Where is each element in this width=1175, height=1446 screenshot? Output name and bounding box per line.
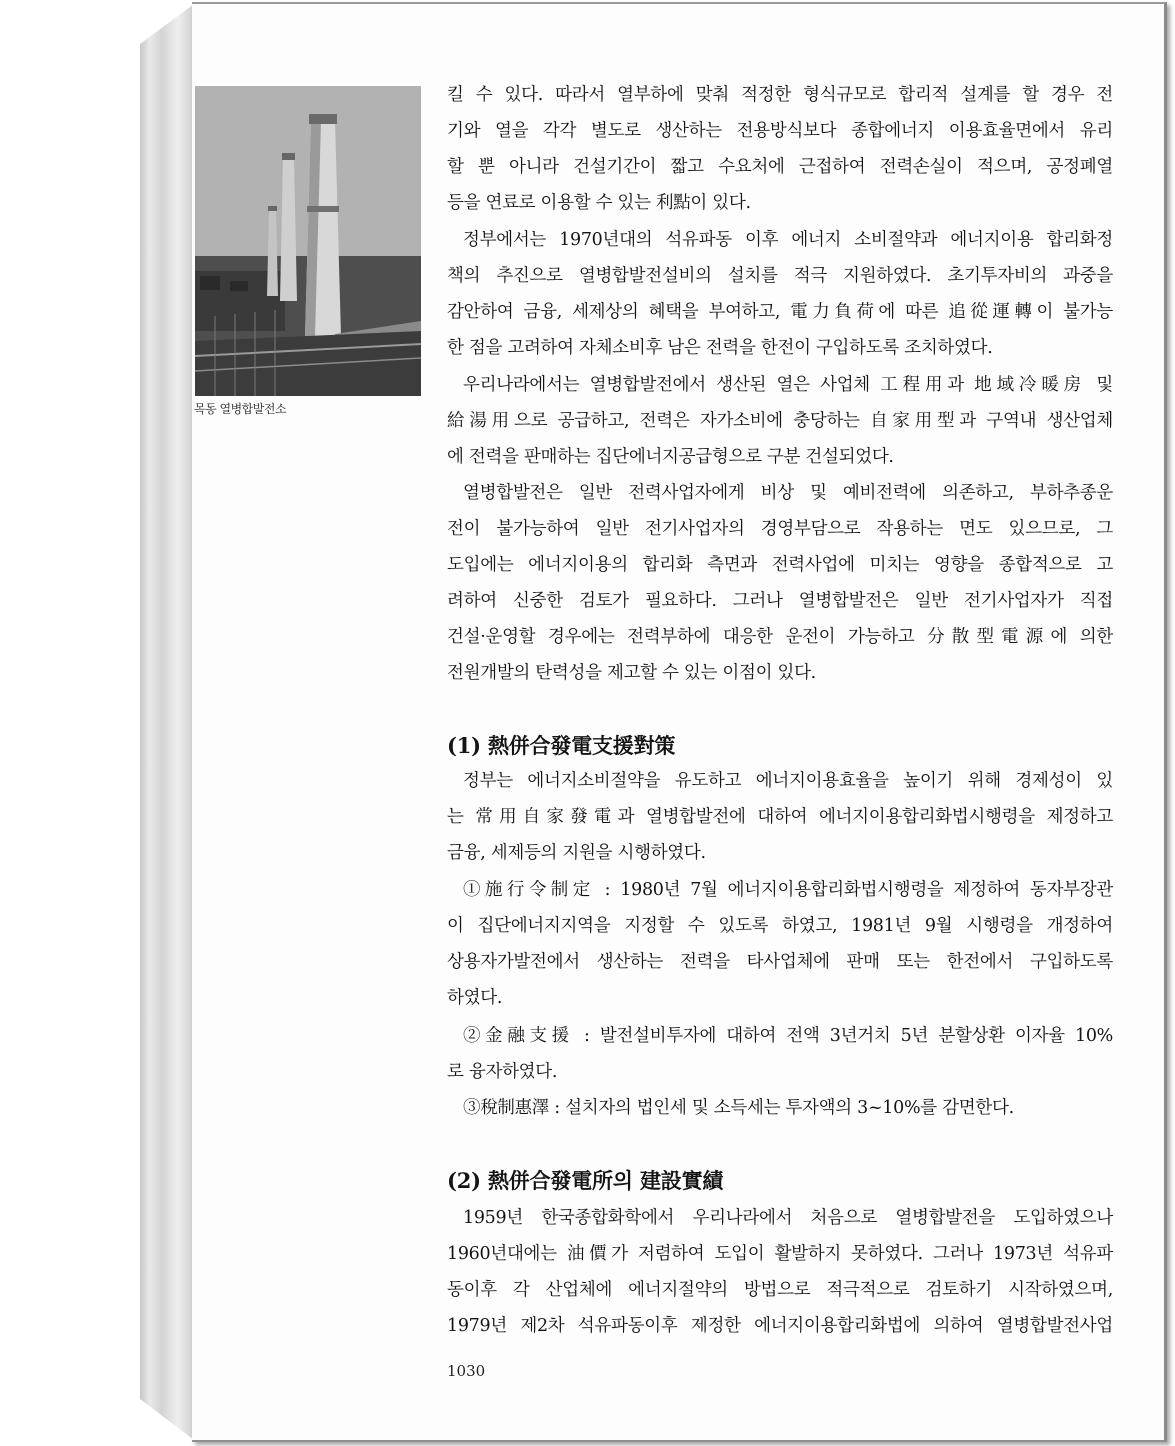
power-plant-photo [195, 86, 421, 396]
text-line: 정부에서는 1970년대의 석유파동 이후 에너지 소비절약과 에너지이용 합리화정 [463, 230, 1113, 250]
text-line: 기와 열을 각각 별도로 생산하는 전용방식보다 종합에너지 이용효율면에서 유리 [447, 121, 1113, 141]
page-number: 1030 [447, 1362, 486, 1380]
text-line: 정부는 에너지소비절약을 유도하고 에너지이용효율을 높이기 위해 경제성이 있 [463, 771, 1113, 791]
text-line: 에 전력을 판매하는 집단에너지공급형으로 구분 건설되었다. [447, 447, 894, 467]
text-line: 1960년대에는 油價가 저렴하여 도입이 활발하지 못하였다. 그러나 1973년 석유파 [447, 1244, 1113, 1264]
text-line: ②金融支援 : 발전설비투자에 대하여 전액 3년거치 5년 분할상환 이자율 10% [463, 1026, 1113, 1046]
text-line: 열병합발전은 일반 전력사업자에게 비상 및 예비전력에 의존하고, 부하추종운 [463, 483, 1113, 503]
text-line: 책의 추진으로 열병합발전설비의 설치를 적극 지원하였다. 초기투자비의 과중을 [447, 266, 1113, 286]
text-line: 전이 불가능하여 일반 전기사업자의 경영부담으로 작용하는 면도 있으므로, 그 [447, 519, 1113, 539]
text-line: 도입에는 에너지이용의 합리화 측면과 전력사업에 미치는 영향을 종합적으로 고 [447, 555, 1113, 575]
section-heading: (1) 熱併合發電支援對策 [447, 733, 676, 758]
text-line: ③稅制惠澤 : 설치자의 법인세 및 소득세는 투자액의 3~10%를 감면한다. [463, 1098, 1014, 1118]
text-line: 우리나라에서는 열병합발전에서 생산된 열은 사업체 工程用과 地域冷暖房 및 [463, 375, 1113, 395]
text-line: 할 뿐 아니라 건설기간이 짧고 수요처에 근접하여 전력손실이 적으며, 공정폐열 [447, 157, 1113, 177]
text-line: 려하여 신중한 검토가 필요하다. 그러나 열병합발전은 일반 전기사업자가 직접 [447, 591, 1113, 611]
text-line: 給湯用으로 공급하고, 전력은 자가소비에 충당하는 自家用型과 구역내 생산업체 [447, 411, 1113, 431]
text-line: 전원개발의 탄력성을 제고할 수 있는 이점이 있다. [447, 663, 816, 683]
text-line: 동이후 각 산업체에 에너지절약의 방법으로 적극적으로 검토하기 시작하였으며, [447, 1280, 1113, 1300]
text-line: 킬 수 있다. 따라서 열부하에 맞춰 적정한 형식규모로 합리적 설계를 할 경우 전 [447, 85, 1113, 105]
text-line: 감안하여 금융, 세제상의 혜택을 부여하고, 電力負荷에 따른 追從運轉이 불가능 [447, 302, 1113, 322]
text-line: 1959년 한국종합화학에서 우리나라에서 처음으로 열병합발전을 도입하였으나 [463, 1208, 1113, 1228]
section-heading: (2) 熱併合發電所의 建設實績 [447, 1168, 724, 1193]
text-line: 1979년 제2차 석유파동이후 제정한 에너지이용합리화법에 의하여 열병합발전사업 [447, 1316, 1113, 1336]
text-line: 상용자가발전에서 생산하는 전력을 타사업체에 판매 또는 한전에서 구입하도록 [447, 952, 1113, 972]
text-line: 로 융자하였다. [447, 1062, 558, 1082]
text-line: 등을 연료로 이용할 수 있는 利點이 있다. [447, 193, 751, 213]
text-line: 건설·운영할 경우에는 전력부하에 대응한 운전이 가능하고 分散型電源에 의한 [447, 627, 1113, 647]
text-line: 는 常用自家發電과 열병합발전에 대하여 에너지이용합리화법시행령을 제정하고 [447, 807, 1113, 827]
photo-caption: 목동 열병합발전소 [194, 402, 287, 416]
text-line: 한 점을 고려하여 자체소비후 남은 전력을 한전이 구입하도록 조치하였다. [447, 338, 993, 358]
book-page-edge [140, 4, 194, 1440]
text-line: ①施行令制定 : 1980년 7월 에너지이용합리화법시행령을 제정하여 동자부장관 [463, 880, 1113, 900]
text-line: 금융, 세제등의 지원을 시행하였다. [447, 843, 706, 863]
text-line: 이 집단에너지지역을 지정할 수 있도록 하였고, 1981년 9월 시행령을 개정하여 [447, 916, 1113, 936]
text-line: 하였다. [447, 988, 503, 1008]
